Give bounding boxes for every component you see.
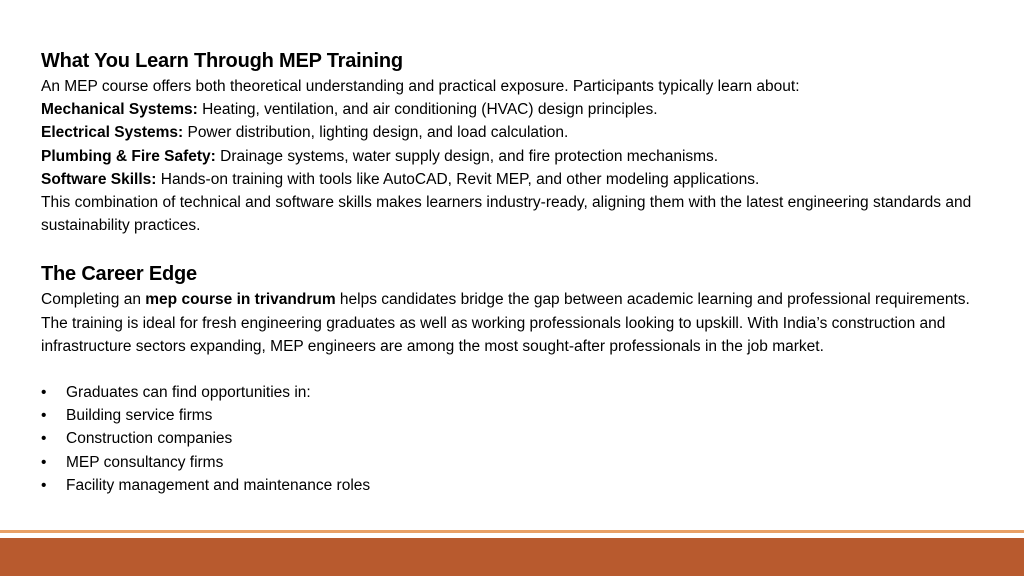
learning-item-text: Drainage systems, water supply design, and fire protection mechanisms.: [215, 147, 719, 165]
bullet-icon: •: [41, 407, 47, 425]
learning-item-label: Electrical Systems:: [41, 124, 184, 142]
list-item-text: MEP consultancy firms: [66, 453, 224, 471]
career-paragraph: [41, 288, 991, 358]
list-item: [41, 427, 991, 450]
list-item-text: Graduates can find opportunities in:: [66, 384, 311, 402]
career-text-before: Completing an: [41, 291, 146, 309]
learning-item-label: Plumbing & Fire Safety:: [41, 147, 216, 165]
learning-item-mechanical: [41, 98, 991, 121]
footer-accent-line: [0, 530, 1024, 533]
section-heading-mep-training: What You Learn Through MEP Training: [41, 50, 403, 72]
learning-item-text: Heating, ventilation, and air conditioning (HVAC) design principles.: [197, 101, 658, 119]
bullet-icon: •: [41, 384, 47, 402]
bullet-icon: •: [41, 453, 47, 471]
slide-content: [41, 47, 991, 497]
list-item-text: Building service firms: [66, 407, 213, 425]
closing-paragraph: This combination of technical and software skills makes learners industry-ready, aligning them with the latest engineering standards and sustainability practices.: [41, 194, 972, 235]
opportunities-list: [41, 381, 991, 497]
career-text-after: helps candidates bridge the gap between academic learning and professional requirements. The training is ideal for fresh engineering graduates as well as working professionals looking to upskill. With India’s construction and infrastructure sectors expanding, MEP engineers are among the most sought-after professionals in the job market.: [41, 291, 970, 355]
list-item: [41, 404, 991, 427]
spacer: [41, 237, 991, 260]
list-item-text: Facility management and maintenance roles: [66, 476, 371, 494]
bullet-icon: •: [41, 430, 47, 448]
spacer: [41, 358, 991, 381]
list-item: [41, 474, 991, 497]
bullet-icon: •: [41, 476, 47, 494]
list-item-text: Construction companies: [66, 430, 233, 448]
learning-item-software: [41, 168, 991, 191]
section-heading-career-edge: The Career Edge: [41, 263, 197, 286]
learning-item-label: Software Skills:: [41, 170, 157, 188]
learning-item-label: Mechanical Systems:: [41, 101, 198, 119]
course-keyword-link: mep course in trivandrum: [145, 291, 336, 309]
list-item: [41, 451, 991, 474]
learning-item-plumbing: [41, 145, 991, 168]
intro-paragraph: An MEP course offers both theoretical understanding and practical exposure. Participants typically learn about:: [41, 78, 800, 95]
learning-item-electrical: [41, 121, 991, 144]
learning-item-text: Power distribution, lighting design, and load calculation.: [183, 124, 569, 142]
footer-band: [0, 538, 1024, 576]
learning-item-text: Hands-on training with tools like AutoCAD, Revit MEP, and other modeling applications.: [156, 170, 760, 188]
list-item: [41, 381, 991, 404]
